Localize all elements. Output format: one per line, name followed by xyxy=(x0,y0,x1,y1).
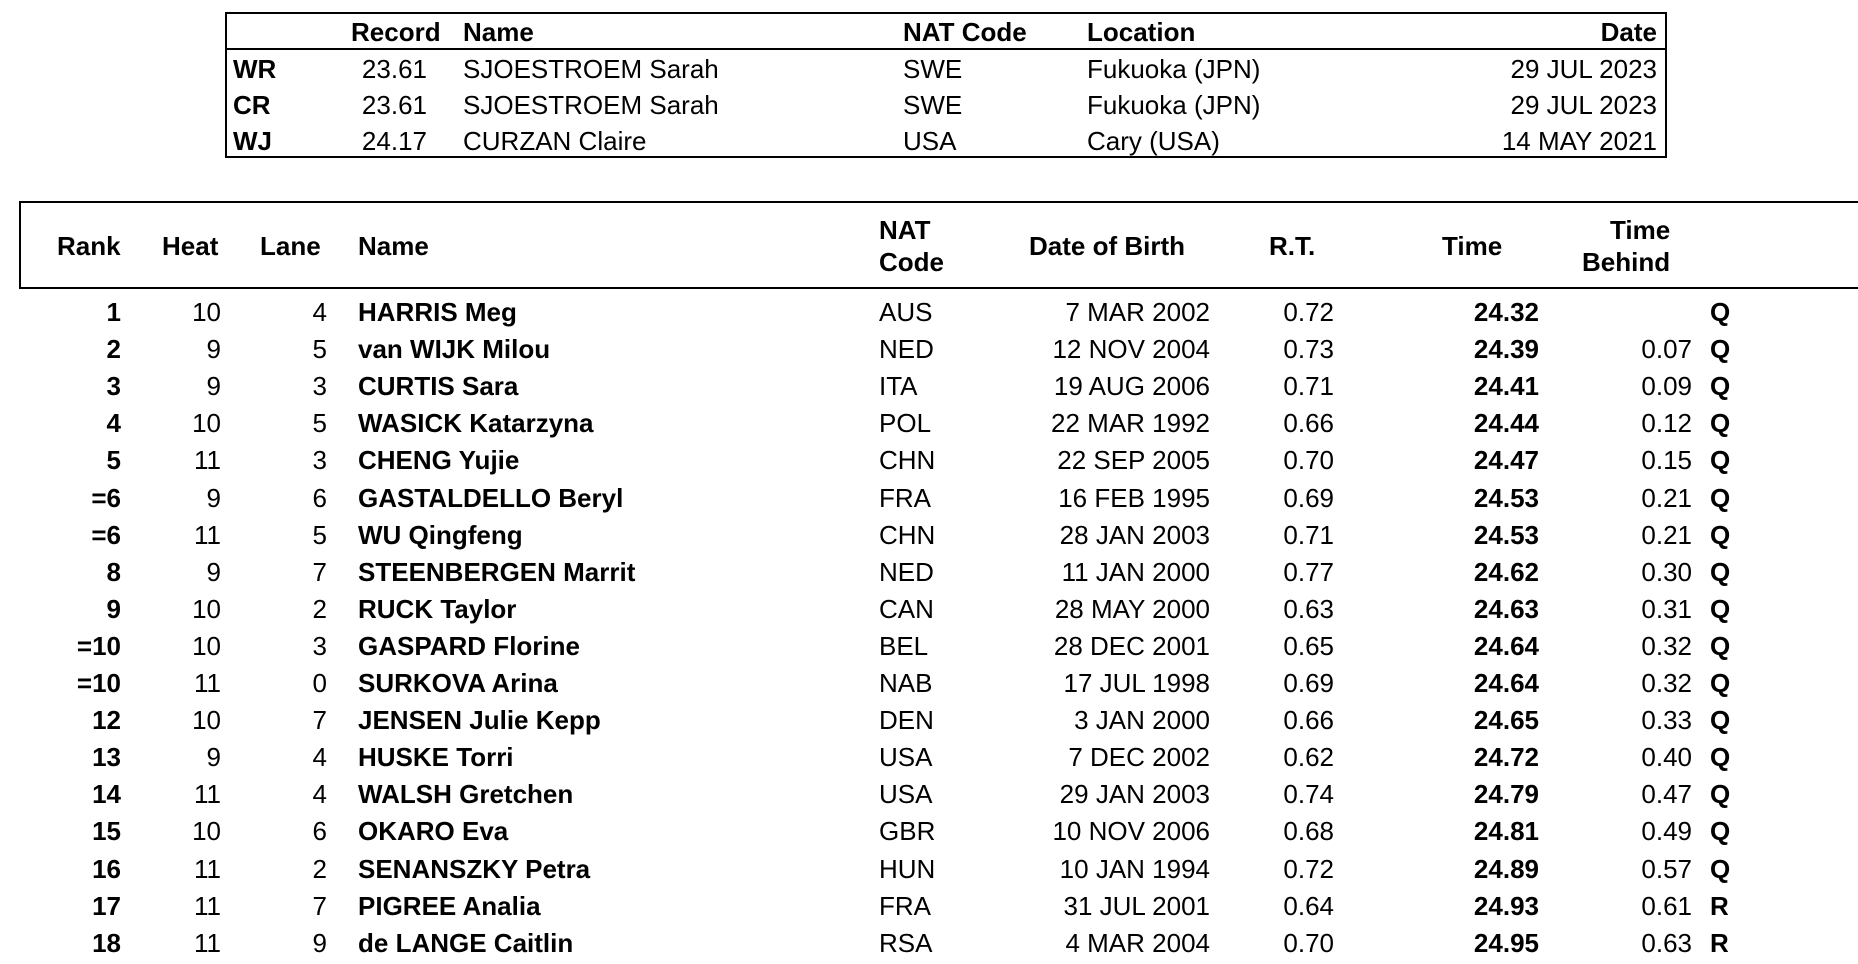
result-athlete-name: GASTALDELLO Beryl xyxy=(358,482,624,513)
result-heat: 11 xyxy=(194,853,221,884)
result-time-behind: 0.21 xyxy=(1641,482,1692,513)
result-date-of-birth: 7 DEC 2002 xyxy=(1068,742,1210,773)
result-nat-code: CHN xyxy=(879,519,936,550)
result-qualification-mark: Q xyxy=(1710,482,1731,513)
table-row xyxy=(19,739,1858,776)
records-header-nat: NAT Code xyxy=(903,17,1027,47)
result-rank: 15 xyxy=(92,816,121,847)
table-row xyxy=(19,776,1858,813)
result-heat: 9 xyxy=(206,334,221,365)
result-qualification-mark: R xyxy=(1710,927,1729,958)
result-date-of-birth: 28 MAY 2000 xyxy=(1054,593,1210,624)
record-row xyxy=(227,87,1665,123)
result-nat-code: NED xyxy=(879,334,934,365)
result-qualification-mark: Q xyxy=(1710,408,1731,439)
result-time: 24.72 xyxy=(1473,742,1539,773)
record-holder-name: SJOESTROEM Sarah xyxy=(463,54,719,84)
result-reaction-time: 0.68 xyxy=(1283,816,1334,847)
result-athlete-name: SURKOVA Arina xyxy=(358,668,558,698)
result-time-behind: 0.33 xyxy=(1641,705,1692,736)
record-nat-code: USA xyxy=(903,126,957,156)
result-athlete-name: GASPARD Florine xyxy=(358,630,580,661)
result-nat-code: USA xyxy=(879,742,933,773)
table-row xyxy=(19,591,1858,628)
result-lane: 4 xyxy=(312,742,327,773)
records-header-name: Name xyxy=(463,17,534,47)
result-lane: 3 xyxy=(312,445,327,476)
result-heat: 9 xyxy=(206,371,221,402)
result-time: 24.81 xyxy=(1473,816,1539,847)
result-lane: 5 xyxy=(312,408,327,439)
result-lane: 7 xyxy=(312,705,327,736)
result-time: 24.65 xyxy=(1473,705,1539,736)
header-name: Name xyxy=(358,231,429,261)
result-date-of-birth: 7 MAR 2002 xyxy=(1065,297,1210,327)
result-nat-code: POL xyxy=(879,408,932,439)
result-date-of-birth: 12 NOV 2004 xyxy=(1052,334,1210,365)
result-reaction-time: 0.69 xyxy=(1283,668,1334,698)
result-nat-code: NED xyxy=(879,556,934,587)
result-date-of-birth: 4 MAR 2004 xyxy=(1065,927,1210,958)
result-time: 24.47 xyxy=(1473,445,1539,476)
result-heat: 9 xyxy=(206,556,221,587)
result-rank: 12 xyxy=(92,705,121,736)
result-time-behind: 0.49 xyxy=(1641,816,1692,847)
result-rank: 8 xyxy=(106,556,121,587)
result-heat: 10 xyxy=(192,297,221,327)
record-time: 23.61 xyxy=(361,90,427,120)
result-date-of-birth: 22 MAR 1992 xyxy=(1051,408,1210,439)
result-nat-code: CAN xyxy=(879,593,934,624)
result-reaction-time: 0.65 xyxy=(1283,630,1334,661)
result-athlete-name: WASICK Katarzyna xyxy=(358,408,594,439)
table-row xyxy=(19,331,1858,368)
result-time-behind: 0.21 xyxy=(1641,519,1692,550)
result-heat: 11 xyxy=(194,445,221,476)
result-athlete-name: WU Qingfeng xyxy=(358,519,523,550)
record-holder-name: CURZAN Claire xyxy=(463,126,647,156)
records-table xyxy=(225,12,1667,158)
result-qualification-mark: Q xyxy=(1710,816,1731,847)
result-time: 24.93 xyxy=(1473,890,1539,921)
result-date-of-birth: 22 SEP 2005 xyxy=(1057,445,1210,476)
result-lane: 0 xyxy=(312,668,327,698)
result-rank: 14 xyxy=(92,779,121,810)
result-athlete-name: HUSKE Torri xyxy=(358,742,514,773)
result-qualification-mark: Q xyxy=(1710,297,1731,327)
result-reaction-time: 0.77 xyxy=(1283,556,1334,587)
result-time: 24.53 xyxy=(1473,519,1539,550)
result-date-of-birth: 16 FEB 1995 xyxy=(1058,482,1210,513)
result-time: 24.64 xyxy=(1473,668,1539,698)
result-rank: 13 xyxy=(92,742,121,773)
result-heat: 10 xyxy=(192,408,221,439)
result-nat-code: AUS xyxy=(879,297,933,327)
result-date-of-birth: 17 JUL 1998 xyxy=(1063,668,1210,698)
result-time: 24.79 xyxy=(1473,779,1539,810)
record-row xyxy=(227,123,1665,159)
result-time-behind: 0.12 xyxy=(1641,408,1692,439)
record-location: Fukuoka (JPN) xyxy=(1087,54,1261,84)
record-row xyxy=(227,51,1665,87)
result-date-of-birth: 10 NOV 2006 xyxy=(1052,816,1210,847)
result-qualification-mark: Q xyxy=(1710,742,1731,773)
result-reaction-time: 0.72 xyxy=(1283,297,1334,327)
record-nat-code: SWE xyxy=(903,90,963,120)
record-holder-name: SJOESTROEM Sarah xyxy=(463,90,719,120)
table-row xyxy=(19,813,1858,850)
result-athlete-name: WALSH Gretchen xyxy=(358,779,574,810)
result-lane: 5 xyxy=(312,519,327,550)
results-table xyxy=(19,294,1858,964)
result-nat-code: RSA xyxy=(879,927,933,958)
result-rank: 2 xyxy=(106,334,121,365)
result-qualification-mark: Q xyxy=(1710,445,1731,476)
result-nat-code: FRA xyxy=(879,890,931,921)
header-behind-line1: Time xyxy=(1610,215,1671,245)
result-heat: 11 xyxy=(194,779,221,810)
result-lane: 3 xyxy=(312,371,327,402)
table-row xyxy=(19,665,1858,702)
result-athlete-name: CURTIS Sara xyxy=(358,371,519,402)
result-nat-code: DEN xyxy=(879,705,934,736)
record-location: Cary (USA) xyxy=(1087,126,1220,156)
result-qualification-mark: Q xyxy=(1710,705,1731,736)
result-qualification-mark: Q xyxy=(1710,556,1731,587)
result-date-of-birth: 3 JAN 2000 xyxy=(1074,705,1210,736)
result-time-behind: 0.07 xyxy=(1641,334,1692,365)
result-lane: 2 xyxy=(312,593,327,624)
result-nat-code: USA xyxy=(879,779,933,810)
result-qualification-mark: Q xyxy=(1710,593,1731,624)
table-row xyxy=(19,294,1858,331)
result-lane: 6 xyxy=(312,816,327,847)
result-reaction-time: 0.64 xyxy=(1283,890,1334,921)
table-row xyxy=(19,628,1858,665)
result-time-behind: 0.09 xyxy=(1641,371,1692,402)
result-time: 24.53 xyxy=(1473,482,1539,513)
result-qualification-mark: Q xyxy=(1710,779,1731,810)
result-date-of-birth: 10 JAN 1994 xyxy=(1059,853,1210,884)
result-heat: 11 xyxy=(194,519,221,550)
result-lane: 6 xyxy=(312,482,327,513)
record-nat-code: SWE xyxy=(903,54,963,84)
result-date-of-birth: 29 JAN 2003 xyxy=(1059,779,1210,810)
result-rank: =10 xyxy=(76,668,121,698)
header-nat-line1: NAT xyxy=(879,215,931,245)
result-lane: 7 xyxy=(312,556,327,587)
result-lane: 4 xyxy=(312,297,327,327)
header-heat: Heat xyxy=(162,231,219,261)
result-athlete-name: HARRIS Meg xyxy=(358,297,517,327)
result-nat-code: GBR xyxy=(879,816,936,847)
result-reaction-time: 0.62 xyxy=(1283,742,1334,773)
result-rank: 9 xyxy=(106,593,121,624)
record-date: 29 JUL 2023 xyxy=(1510,90,1657,120)
record-date: 29 JUL 2023 xyxy=(1510,54,1657,84)
result-date-of-birth: 19 AUG 2006 xyxy=(1053,371,1210,402)
result-time: 24.39 xyxy=(1473,334,1539,365)
result-time: 24.89 xyxy=(1473,853,1539,884)
result-nat-code: FRA xyxy=(879,482,931,513)
result-reaction-time: 0.66 xyxy=(1283,705,1334,736)
result-time: 24.95 xyxy=(1473,927,1539,958)
header-nat-line2: Code xyxy=(879,247,944,277)
result-rank: =10 xyxy=(76,630,121,661)
result-heat: 10 xyxy=(192,630,221,661)
header-dob: Date of Birth xyxy=(1029,231,1185,261)
result-rank: 3 xyxy=(106,371,121,402)
result-time-behind: 0.61 xyxy=(1641,890,1692,921)
result-time: 24.32 xyxy=(1473,297,1539,327)
table-row xyxy=(19,480,1858,517)
result-time: 24.44 xyxy=(1473,408,1539,439)
result-athlete-name: van WIJK Milou xyxy=(358,334,551,365)
result-nat-code: HUN xyxy=(879,853,936,884)
result-qualification-mark: Q xyxy=(1710,668,1731,698)
result-reaction-time: 0.70 xyxy=(1283,445,1334,476)
result-athlete-name: SENANSZKY Petra xyxy=(358,853,591,884)
result-reaction-time: 0.73 xyxy=(1283,334,1334,365)
result-qualification-mark: R xyxy=(1710,890,1729,921)
result-time-behind: 0.32 xyxy=(1641,668,1692,698)
result-qualification-mark: Q xyxy=(1710,853,1731,884)
result-lane: 3 xyxy=(312,630,327,661)
result-reaction-time: 0.72 xyxy=(1283,853,1334,884)
record-time: 24.17 xyxy=(361,126,427,156)
result-time: 24.41 xyxy=(1473,371,1539,402)
result-heat: 11 xyxy=(194,890,221,921)
result-heat: 10 xyxy=(192,593,221,624)
record-type: WR xyxy=(233,54,277,84)
record-type: CR xyxy=(233,90,271,120)
result-athlete-name: de LANGE Caitlin xyxy=(358,927,574,958)
header-time: Time xyxy=(1442,231,1503,261)
result-time-behind: 0.40 xyxy=(1641,742,1692,773)
result-time-behind: 0.31 xyxy=(1641,593,1692,624)
records-header-record: Record xyxy=(351,17,441,47)
records-header-row xyxy=(227,14,1665,50)
results-header-row xyxy=(19,201,1858,289)
result-time-behind: 0.47 xyxy=(1641,779,1692,810)
result-time-behind: 0.15 xyxy=(1641,445,1692,476)
header-behind-line2: Behind xyxy=(1582,247,1671,277)
result-lane: 2 xyxy=(312,853,327,884)
result-athlete-name: JENSEN Julie Kepp xyxy=(358,705,601,736)
result-time: 24.63 xyxy=(1473,593,1539,624)
result-time-behind: 0.32 xyxy=(1641,630,1692,661)
table-row xyxy=(19,925,1858,962)
record-time: 23.61 xyxy=(361,54,427,84)
result-athlete-name: RUCK Taylor xyxy=(358,593,517,624)
result-lane: 4 xyxy=(312,779,327,810)
result-rank: 16 xyxy=(92,853,121,884)
table-row xyxy=(19,888,1858,925)
result-athlete-name: CHENG Yujie xyxy=(358,445,520,476)
result-athlete-name: OKARO Eva xyxy=(358,816,509,847)
result-nat-code: NAB xyxy=(879,668,933,698)
result-rank: 17 xyxy=(92,890,121,921)
table-row xyxy=(19,405,1858,442)
records-header-location: Location xyxy=(1087,17,1196,47)
result-rank: 4 xyxy=(106,408,121,439)
result-reaction-time: 0.63 xyxy=(1283,593,1334,624)
result-athlete-name: PIGREE Analia xyxy=(358,890,541,921)
result-reaction-time: 0.74 xyxy=(1283,779,1334,810)
result-time-behind: 0.57 xyxy=(1641,853,1692,884)
result-date-of-birth: 11 JAN 2000 xyxy=(1061,556,1210,587)
result-lane: 9 xyxy=(312,927,327,958)
result-rank: =6 xyxy=(91,482,121,513)
header-rank: Rank xyxy=(57,231,121,261)
record-type: WJ xyxy=(233,126,272,156)
result-rank: 5 xyxy=(106,445,121,476)
result-heat: 9 xyxy=(206,742,221,773)
result-time: 24.62 xyxy=(1473,556,1539,587)
result-rank: =6 xyxy=(91,519,121,550)
result-date-of-birth: 31 JUL 2001 xyxy=(1063,890,1210,921)
record-location: Fukuoka (JPN) xyxy=(1087,90,1261,120)
table-row xyxy=(19,517,1858,554)
records-header-date: Date xyxy=(1600,17,1657,47)
result-nat-code: BEL xyxy=(879,630,929,661)
result-qualification-mark: Q xyxy=(1710,371,1731,402)
header-rt: R.T. xyxy=(1269,231,1316,261)
result-qualification-mark: Q xyxy=(1710,334,1731,365)
result-reaction-time: 0.71 xyxy=(1283,519,1334,550)
table-row xyxy=(19,442,1858,479)
result-date-of-birth: 28 JAN 2003 xyxy=(1059,519,1210,550)
result-heat: 10 xyxy=(192,705,221,736)
result-heat: 9 xyxy=(206,482,221,513)
result-lane: 7 xyxy=(312,890,327,921)
result-qualification-mark: Q xyxy=(1710,519,1731,550)
result-heat: 10 xyxy=(192,816,221,847)
result-time: 24.64 xyxy=(1473,630,1539,661)
result-reaction-time: 0.70 xyxy=(1283,927,1334,958)
table-row xyxy=(19,851,1858,888)
result-reaction-time: 0.71 xyxy=(1283,371,1334,402)
result-rank: 1 xyxy=(106,297,121,327)
table-row xyxy=(19,554,1858,591)
result-athlete-name: STEENBERGEN Marrit xyxy=(358,556,636,587)
result-reaction-time: 0.69 xyxy=(1283,482,1334,513)
result-heat: 11 xyxy=(194,668,221,698)
table-row xyxy=(19,368,1858,405)
result-lane: 5 xyxy=(312,334,327,365)
header-lane: Lane xyxy=(260,231,321,261)
table-row xyxy=(19,702,1858,739)
result-qualification-mark: Q xyxy=(1710,630,1731,661)
result-rank: 18 xyxy=(92,927,121,958)
result-time-behind: 0.30 xyxy=(1641,556,1692,587)
result-reaction-time: 0.66 xyxy=(1283,408,1334,439)
result-nat-code: CHN xyxy=(879,445,936,476)
result-heat: 11 xyxy=(194,927,221,958)
result-nat-code: ITA xyxy=(879,371,918,402)
result-date-of-birth: 28 DEC 2001 xyxy=(1053,630,1210,661)
result-time-behind: 0.63 xyxy=(1641,927,1692,958)
record-date: 14 MAY 2021 xyxy=(1501,126,1657,156)
